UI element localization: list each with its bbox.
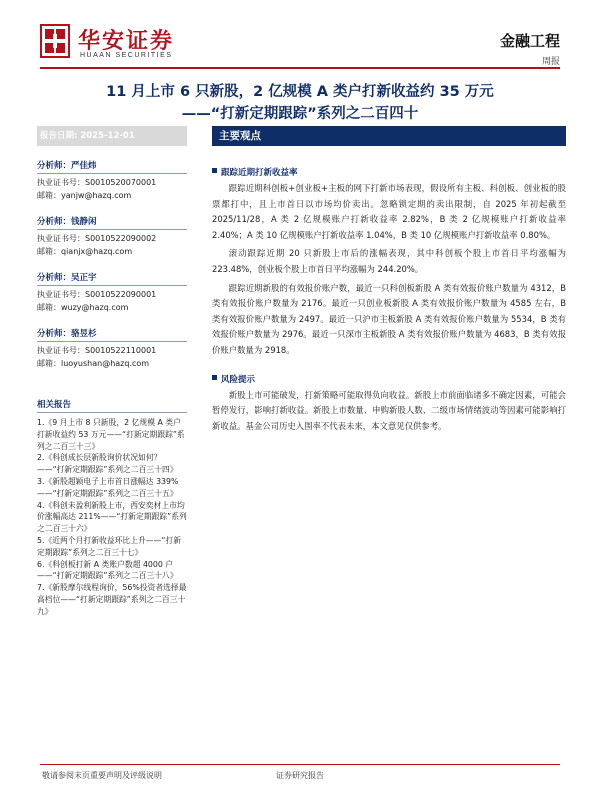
key-points-heading: 主要观点: [212, 126, 566, 146]
huaan-logo-icon: [40, 24, 70, 58]
analyst-name: 分析师：钱静闲: [37, 206, 187, 230]
analyst-block: [37, 262, 187, 314]
paragraph: 跟踪近期科创板+创业板+主板的网下打新市场表现，假设所有主板、科创板、创业板的股票都打中，且上市首日以市场均价卖出。忽略锁定期的卖出限制，自 2025 年初起截至 2025/11/28，A 类 2 亿规模账户打新收益率 2.82%，B 类 2 亿规模账户打新收益率 2.40%；A 类 10 亿规模账户打新收益率 1.04%，B 类 10 亿规模账户打新收益率 0.80%。: [212, 183, 566, 240]
section-heading-text: 跟踪近期打新收益率: [221, 168, 298, 178]
section-heading-text: 风险提示: [221, 374, 256, 385]
analyst-email[interactable]: 邮箱：luoyushan@hazq.com: [37, 359, 150, 368]
section-heading-risk: [212, 373, 566, 385]
square-bullet-icon: [212, 375, 217, 380]
analyst-email[interactable]: 邮箱：qianjx@hazq.com: [37, 247, 133, 256]
analyst-block: [37, 150, 187, 202]
analyst-name: 分析师：骆昱杉: [37, 318, 187, 342]
header-divider: [40, 67, 560, 69]
report-title: 11 月上市 6 只新股，2 亿规模 A 类户打新收益约 35 万元: [106, 84, 494, 100]
analyst-name: 分析师：严佳炜: [37, 150, 187, 174]
paragraph: 新股上市可能破发，打新策略可能取得负向收益。新股上市前面临诸多不确定因素，可能会暂停发行，影响打新收益。新股上市数量、申购新股人数、二级市场情绪波动等因素可能影响打新收益。基金公司历史入围率不代表未来，本文意见仅供参考。: [212, 389, 566, 431]
analyst-email[interactable]: 邮箱：wuzy@hazq.com: [37, 303, 129, 312]
related-report-item[interactable]: 1.《9 月上市 8 只新股，2 亿规模 A 类户打新收益约 53 万元——“打新定期跟踪”系列之二百三十三》: [37, 418, 185, 451]
section-heading-returns: [212, 166, 566, 178]
related-report-item[interactable]: 7.《新股摩尔线程询价，56%投资者选择最高档位——“打新定期跟踪”系列之二百三十九》: [37, 583, 187, 616]
footer-disclaimer: 敬请参阅末页重要声明及评级说明: [42, 771, 162, 780]
related-reports-heading: 相关报告: [37, 398, 187, 413]
paragraph: 滚动跟踪近期 20 只新股上市后的涨幅表现，其中科创板个股上市首日平均涨幅为 223.48%，创业板个股上市首日平均涨幅为 244.20%。: [212, 248, 566, 274]
analyst-license: 执业证书号：S0010522110001: [37, 346, 157, 355]
footer-label: 证券研究报告: [276, 771, 324, 780]
related-reports-list: [37, 417, 187, 618]
analyst-name: 分析师：吴正宇: [37, 262, 187, 286]
paragraph: 跟踪近期新股的有效报价账户数，最近一只科创板新股 A 类有效报价账户数量为 4312，B 类有效报价账户数量为 2176。最近一只创业板新股 A 类有效报价账户数量为 4585 左右，B 类有效报价账户数量为 2497。最近一只沪市主板新股 A 类有效报价账户数量为 5534，B 类有效报价账户数量为 2976。最近一只深市主板新股 A 类有效报价账户数量为 4683，B 类有效报价账户数量为 2918。: [212, 282, 566, 355]
analyst-license: 执业证书号：S0010520070001: [37, 178, 157, 187]
report-date: 报告日期: 2025-12-01: [37, 126, 187, 146]
related-report-item[interactable]: 5.《近两个月打新收益环比上升——“打新定期跟踪”系列之二百三十七》: [37, 535, 182, 557]
report-subtitle: ——“打新定期跟踪”系列之二百四十: [181, 106, 419, 122]
report-type: 周报: [541, 57, 560, 67]
analyst-block: [37, 318, 187, 370]
related-report-item[interactable]: 4.《科创未盈利新股上市，西安奕材上市均价涨幅高达 211%——“打新定期跟踪”系列之二百三十六》: [37, 500, 187, 534]
section-name: 金融工程: [499, 32, 560, 50]
analyst-block: [37, 206, 187, 258]
brand-name: 华安证券: [78, 28, 175, 54]
main-content: [212, 126, 566, 434]
analyst-license: 执业证书号：S0010522090001: [37, 290, 157, 299]
left-sidebar: [37, 126, 187, 618]
related-report-item[interactable]: 2.《科创成长层新股询价状况如何？——“打新定期跟踪”系列之二百三十四》: [37, 453, 178, 475]
analyst-email[interactable]: 邮箱：yanjw@hazq.com: [37, 191, 132, 200]
analyst-license: 执业证书号：S0010522090002: [37, 234, 157, 243]
related-report-item[interactable]: 3.《新股超颖电子上市首日涨幅达 339%——“打新定期跟踪”系列之二百三十五》: [37, 476, 179, 498]
brand-english-name: HUAAN SECURITIES: [80, 52, 173, 59]
square-bullet-icon: [212, 168, 217, 173]
related-report-item[interactable]: 6.《科创板打新 A 类账户数超 4000 户——“打新定期跟踪”系列之二百三十八》: [37, 559, 178, 581]
report-header: [0, 0, 600, 70]
footer-divider: [40, 764, 560, 765]
